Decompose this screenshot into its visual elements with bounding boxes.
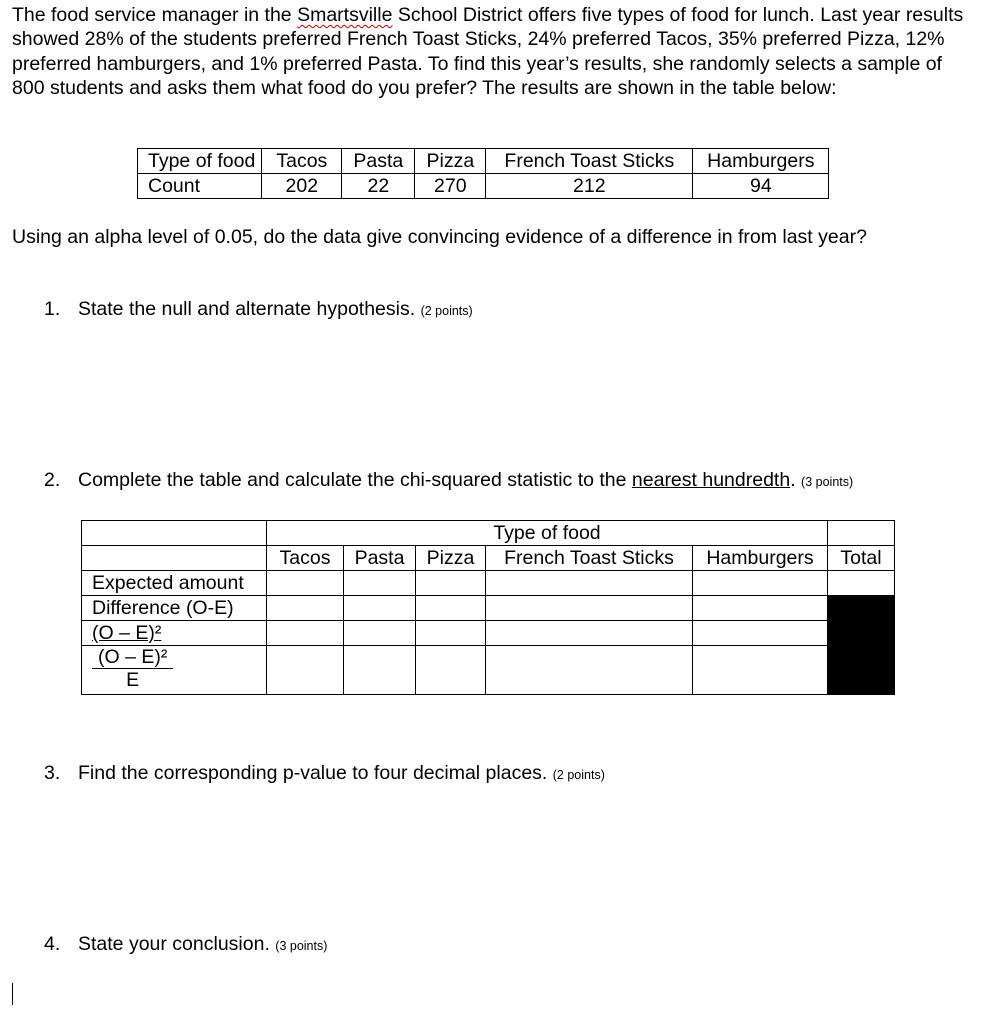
col-header-pasta: Pasta [344, 546, 416, 571]
chi-square-work-table [81, 520, 895, 695]
blank-header-cell[interactable] [828, 521, 895, 546]
count-pizza: 270 [415, 174, 486, 199]
item-points: (3 points) [801, 475, 854, 489]
text-cursor [12, 983, 13, 1005]
answer-cell[interactable] [416, 646, 486, 695]
table-row [82, 646, 895, 695]
food-header-pasta: Pasta [342, 149, 415, 174]
row-label-expected: Expected amount [82, 571, 267, 596]
intro-text-end: School District offers five types of food for lunch. Last year results showed 28% of the students preferred French Toast Sticks, 24% preferred Tacos, 35% preferred Pizza, 12% preferred hamburgers, and 1% preferred Pasta. To find this year’s results, she randomly selects a sample of 800 students and asks them what food do you prefer? The results are shown in the table below: [12, 4, 964, 99]
answer-cell[interactable] [344, 596, 416, 621]
item-1 [44, 298, 473, 321]
item-points: (2 points) [552, 768, 605, 782]
count-tacos: 202 [262, 174, 342, 199]
answer-cell[interactable] [693, 646, 828, 695]
answer-cell[interactable] [486, 621, 693, 646]
answer-cell[interactable] [486, 571, 693, 596]
item-text-underlined: nearest hundredth [631, 469, 791, 491]
item-number: 1. [44, 298, 61, 320]
col-header-total: Total [828, 546, 895, 571]
food-header-pizza: Pizza [415, 149, 486, 174]
answer-cell[interactable] [344, 621, 416, 646]
blank-corner-cell[interactable] [82, 521, 267, 546]
table-row [82, 621, 895, 646]
blank-row-label-cell[interactable] [82, 546, 267, 571]
item-2 [44, 469, 853, 492]
intro-text-start: The food service manager in the [12, 4, 298, 26]
district-name-spellcheck: Smartsville [297, 4, 393, 26]
count-french-toast: 212 [486, 174, 693, 199]
table-row [82, 546, 895, 571]
answer-cell[interactable] [344, 571, 416, 596]
item-number: 3. [44, 762, 61, 784]
answer-cell[interactable] [693, 621, 828, 646]
item-number: 4. [44, 933, 61, 955]
main-question: Using an alpha level of 0.05, do the data give convincing evidence of a difference in from last year? [12, 226, 867, 248]
fraction-denominator: E [126, 669, 140, 691]
table-row [82, 571, 895, 596]
col-header-tacos: Tacos [267, 546, 344, 571]
answer-cell[interactable] [267, 646, 344, 695]
answer-cell[interactable] [486, 596, 693, 621]
group-header-type-of-food: Type of food [267, 521, 828, 546]
food-header-hamburgers: Hamburgers [693, 149, 829, 174]
answer-cell[interactable] [486, 646, 693, 695]
answer-cell[interactable] [416, 596, 486, 621]
table-row [82, 521, 895, 546]
answer-cell[interactable] [416, 571, 486, 596]
observed-counts-table [137, 148, 829, 199]
count-hamburgers: 94 [693, 174, 829, 199]
fraction-numerator: (O – E)² [92, 646, 173, 669]
row-label-count: Count [138, 174, 262, 199]
answer-cell[interactable] [344, 646, 416, 695]
item-text: Complete the table and calculate the chi-squared statistic to the [78, 469, 632, 491]
col-header-hamburgers: Hamburgers [693, 546, 828, 571]
item-number: 2. [44, 469, 61, 491]
item-points: (3 points) [275, 939, 328, 953]
item-text: Find the corresponding p-value to four decimal places. [78, 762, 548, 784]
problem-intro [12, 3, 972, 100]
fraction-label [92, 646, 173, 691]
answer-cell[interactable] [693, 571, 828, 596]
answer-cell[interactable] [416, 621, 486, 646]
answer-cell[interactable] [828, 571, 895, 596]
row-label-type: Type of food [138, 149, 262, 174]
item-text: State your conclusion. [78, 933, 270, 955]
answer-cell[interactable] [693, 596, 828, 621]
blacked-out-cell [828, 596, 895, 695]
row-label-squared [82, 621, 267, 646]
item-text: State the null and alternate hypothesis. [78, 298, 416, 320]
food-header-french-toast: French Toast Sticks [486, 149, 693, 174]
answer-cell[interactable] [267, 571, 344, 596]
row-label-difference: Difference (O-E) [82, 596, 267, 621]
answer-cell[interactable] [267, 621, 344, 646]
item-points: (2 points) [420, 304, 473, 318]
table-row [138, 149, 829, 174]
food-header-tacos: Tacos [262, 149, 342, 174]
col-header-french-toast: French Toast Sticks [486, 546, 693, 571]
count-pasta: 22 [342, 174, 415, 199]
table-row [82, 596, 895, 621]
item-4 [44, 933, 327, 956]
answer-cell[interactable] [267, 596, 344, 621]
squared-label: (O – E)² [92, 622, 162, 644]
table-row [138, 174, 829, 199]
col-header-pizza: Pizza [416, 546, 486, 571]
item-3 [44, 762, 605, 785]
item-text-end: . [790, 469, 796, 491]
row-label-fraction [82, 646, 267, 695]
